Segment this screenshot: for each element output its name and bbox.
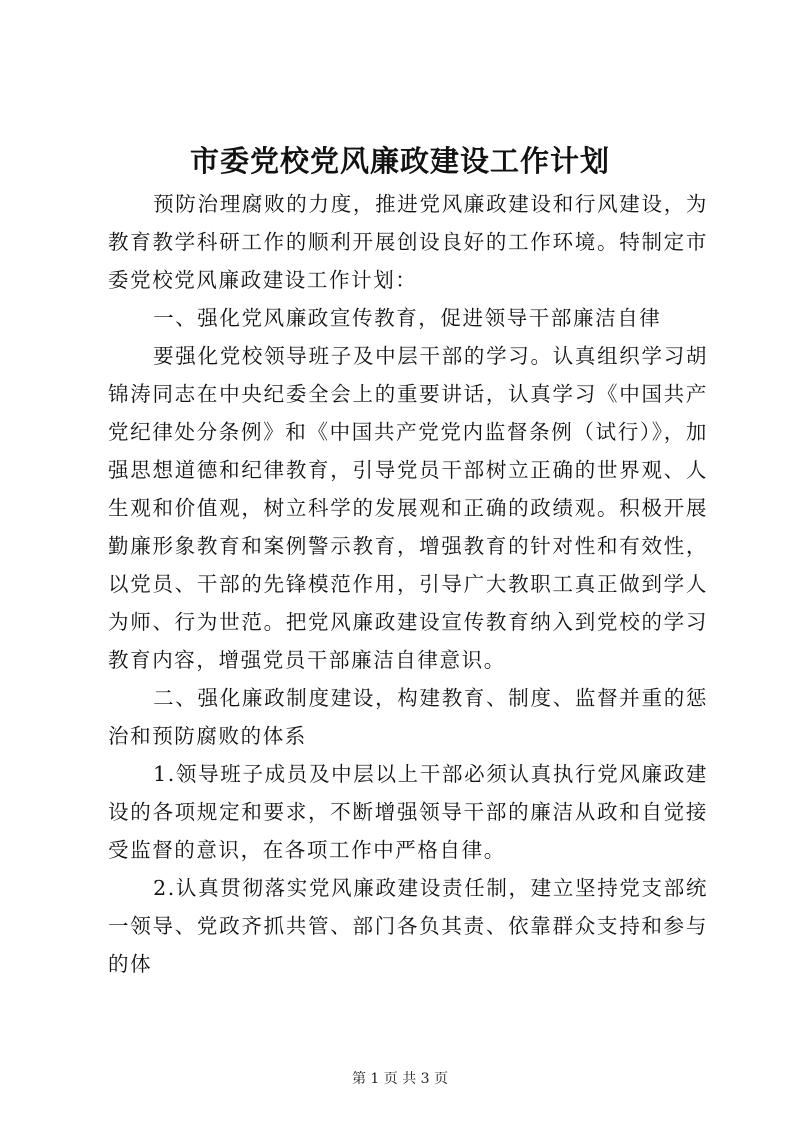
intro-paragraph: 预防治理腐败的力度，推进党风廉政建设和行风建设，为教育教学科研工作的顺利开展创设良好的工作环境。特制定市委党校党风廉政建设工作计划： [108,192,708,292]
section-1-paragraph: 要强化党校领导班子及中层干部的学习。认真组织学习胡锦涛同志在中央纪委全会上的重要讲话，认真学习《中国共产党纪律处分条例》和《中国共产党党内监督条例（试行）》，加强思想道德和纪律教育，引导党员干部树立正确的世界观、人生观和价值观，树立科学的发展观和正确的政绩观。积极开展勤廉形象教育和案例警示教育，增强教育的针对性和有效性，以党员、干部的先锋模范作用，引导广大教职工真正做到学人为师、行为世范。把党风廉政建设宣传教育纳入到党校的学习教育内容，增强党员干部廉洁自律意识。 [108,344,708,672]
document-body [108,185,708,983]
section-heading-1: 一、强化党风廉政宣传教育，促进领导干部廉洁自律 [153,306,662,330]
section-heading-2: 二、强化廉政制度建设，构建教育、制度、监督并重的惩治和预防腐败的体系 [108,686,708,748]
page-footer: 第 1 页 共 3 页 [351,1071,449,1087]
document-title: 市委党校党风廉政建设工作计划 [189,144,610,178]
item-1-paragraph: 1.领导班子成员及中层以上干部必须认真执行党风廉政建设的各项规定和要求，不断增强领导干部的廉洁从政和自觉接受监督的意识，在各项工作中严格自律。 [108,762,708,862]
item-2-paragraph: 2.认真贯彻落实党风廉政建设责任制，建立坚持党支部统一领导、党政齐抓共管、部门各负其责、依靠群众支持和参与的体 [108,876,708,976]
